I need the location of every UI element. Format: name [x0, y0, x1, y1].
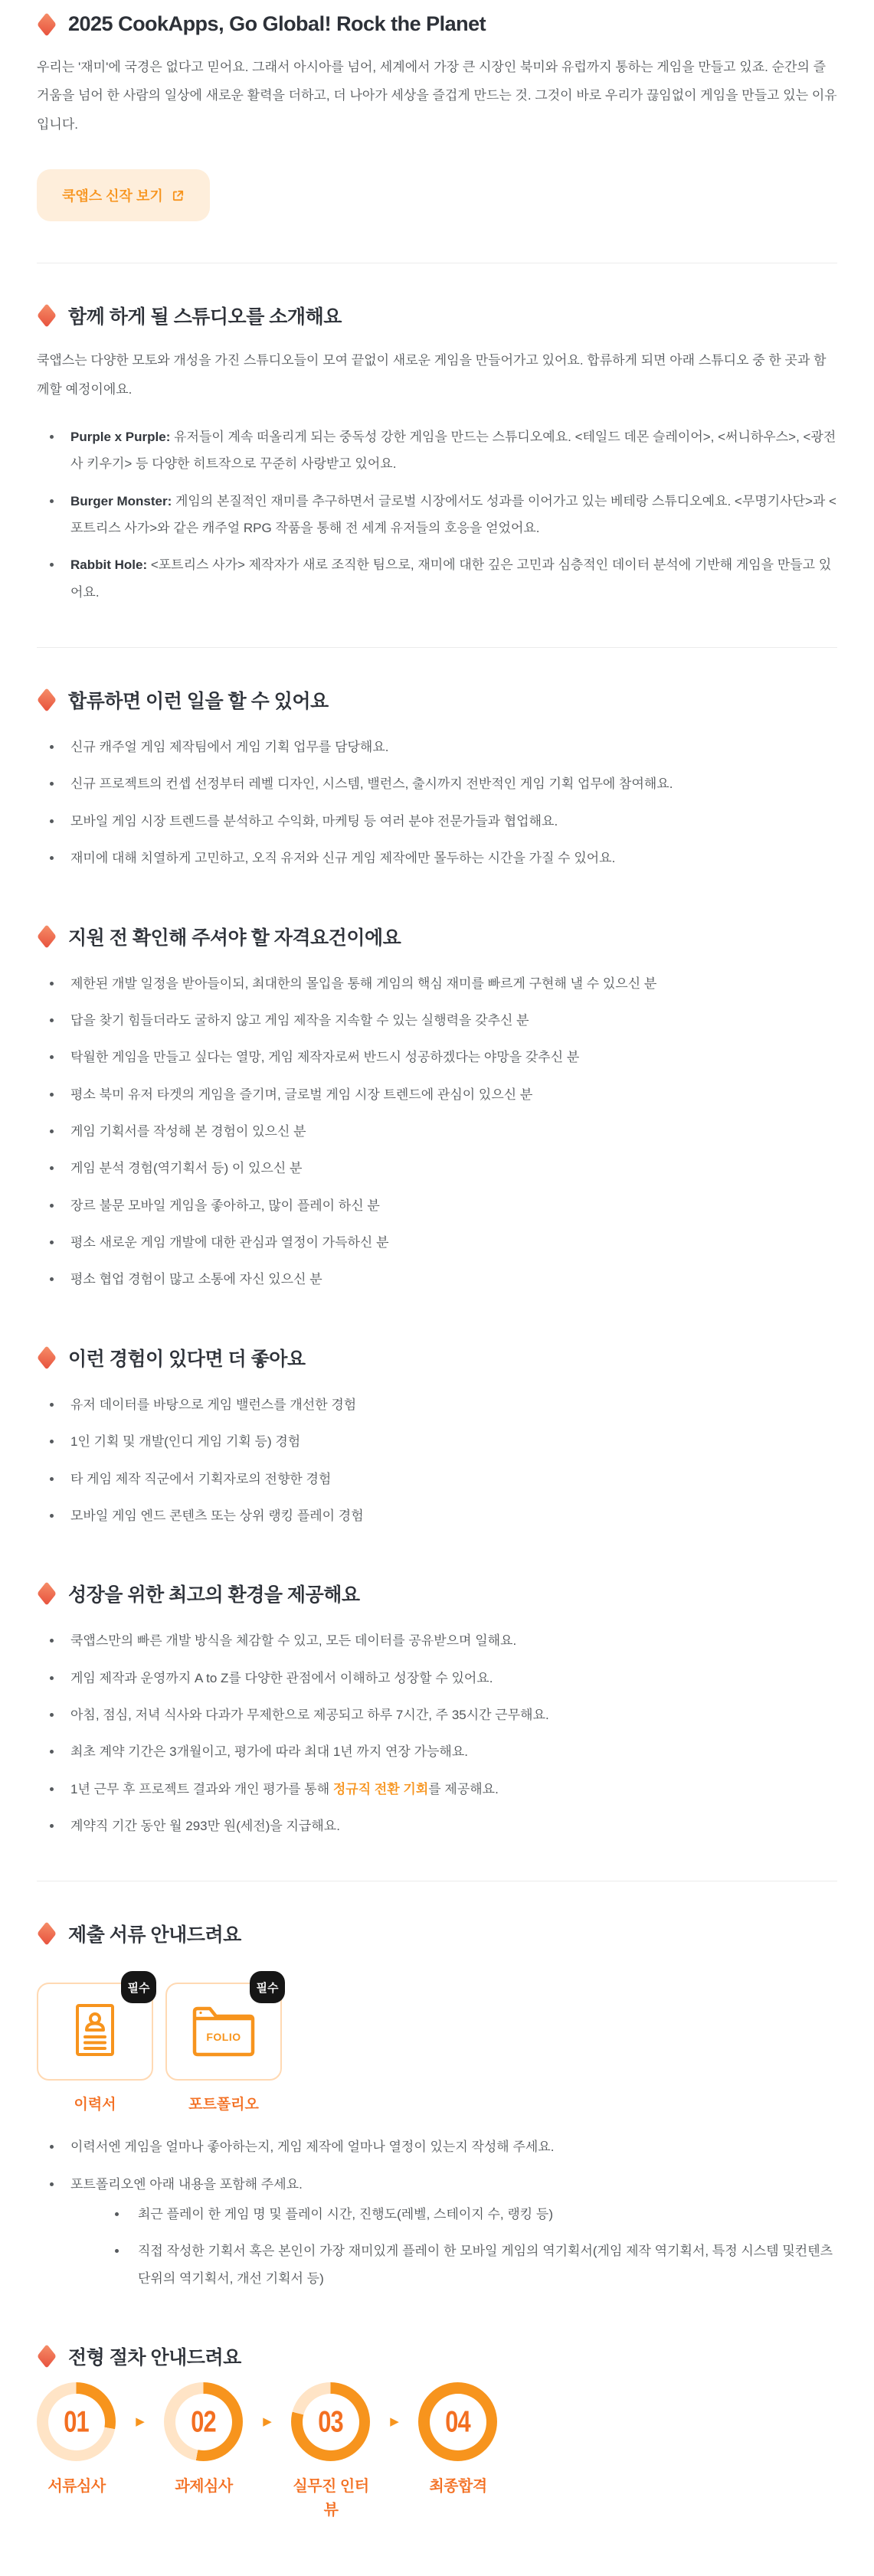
preferred-list [37, 1391, 837, 1529]
highlight-text: 정규직 전환 기회 [332, 1781, 429, 1796]
list-item: 평소 북미 유저 타겟의 게임을 즐기며, 글로벌 게임 시장 트렌드에 관심이 있으신 분 [37, 1081, 837, 1108]
list-item: Purple x Purple: 유저들이 계속 떠올리게 되는 중독성 강한 게임을 만드는 스튜디오예요. <테일드 데몬 슬레이어>, <써니하우스>, <광전사 키우기> 등 다양한 히트작으로 꾸준히 사랑받고 있어요. [37, 423, 837, 478]
section-title-qualifications: 지원 전 확인해 주셔야 할 자격요건이에요 [37, 923, 837, 950]
intro-paragraph: 우리는 '재미'에 국경은 없다고 믿어요. 그래서 아시아를 넘어, 세계에서 가장 큰 시장인 북미와 유럽까지 통하는 게임을 만들고 있죠. 순간의 즐거움을 넘어 한 사람의 일상에 새로운 활력을 더하고, 더 나아가 세상을 즐겁게 만드는 것. 그것이 바로 우리가 끊임없이 게임을 만들고 있는 이유입니다. [37, 60, 837, 132]
list-item: 평소 새로운 게임 개발에 대한 관심과 열정이 가득하신 분 [37, 1229, 837, 1256]
list-item: 신규 프로젝트의 컨셉 선정부터 레벨 디자인, 시스템, 밸런스, 출시까지 전반적인 게임 기획 업무에 참여해요. [37, 770, 837, 797]
external-link-icon [172, 189, 185, 202]
required-badge: 필수 [121, 1971, 156, 2003]
view-new-games-button[interactable] [37, 169, 210, 221]
diamond-icon [37, 2344, 56, 2368]
diamond-icon [37, 1581, 56, 1606]
list-item: 계약직 기간 동안 월 293만 원(세전)을 지급해요. [37, 1813, 837, 1839]
section-title-tasks: 합류하면 이런 일을 할 수 있어요 [37, 686, 837, 714]
section-process [37, 2342, 837, 2522]
list-item: 탁월한 게임을 만들고 싶다는 열망, 게임 제작자로써 반드시 성공하겠다는 야망을 갖추신 분 [37, 1044, 837, 1071]
required-badge: 필수 [250, 1971, 285, 2003]
section-environment [37, 1580, 837, 1839]
process-step-2: 02 과제심사 [164, 2382, 244, 2499]
document-cards [37, 1983, 837, 2081]
list-item: 게임 기획서를 작성해 본 경험이 있으신 분 [37, 1118, 837, 1145]
list-item: 평소 협업 경험이 많고 소통에 자신 있으신 분 [37, 1266, 837, 1293]
tasks-list [37, 734, 837, 871]
section-title-environment: 성장을 위한 최고의 환경을 제공해요 [37, 1580, 837, 1607]
portfolio-card [165, 1983, 282, 2081]
process-step-3: 03 실무진 인터뷰 [291, 2382, 371, 2522]
arrow-right-icon: ▶ [136, 2415, 145, 2429]
diamond-icon [37, 1345, 56, 1370]
section-studios [37, 302, 837, 606]
diamond-icon [37, 12, 56, 37]
portfolio-card-label: 포트폴리오 [188, 2097, 259, 2113]
progress-ring: 04 [418, 2382, 497, 2461]
list-item: Burger Monster: 게임의 본질적인 재미를 추구하면서 글로벌 시장에서도 성과를 이어가고 있는 베테랑 스튜디오예요. <무명기사단>과 <포트리스 사가>와 같은 캐주얼 RPG 작품을 통해 전 세계 유저들의 호응을 얻었어요. [37, 488, 837, 542]
list-item: 아침, 점심, 저녁 식사와 다과가 무제한으로 제공되고 하루 7시간, 주 35시간 근무해요. [37, 1702, 837, 1728]
list-item: 1년 근무 후 프로젝트 결과와 개인 평가를 통해 정규직 전환 기회를 제공해요. [37, 1776, 837, 1803]
list-item: 게임 분석 경험(역기획서 등) 이 있으신 분 [37, 1155, 837, 1182]
document-card-labels [37, 2093, 837, 2113]
list-item: Rabbit Hole: <포트리스 사가> 제작자가 새로 조직한 팀으로, 재미에 대한 깊은 고민과 심층적인 데이터 분석에 기반해 게임을 만들고 있어요. [37, 551, 837, 606]
diamond-icon [37, 1921, 56, 1946]
resume-icon [71, 2002, 119, 2061]
section-tasks [37, 686, 837, 871]
progress-ring: 01 [37, 2382, 116, 2461]
process-step-1: 01 서류심사 [37, 2382, 116, 2499]
section-title-documents: 제출 서류 안내드려요 [37, 1920, 837, 1947]
list-item: 게임 제작과 운영까지 A to Z를 다양한 관점에서 이해하고 성장할 수 있어요. [37, 1665, 837, 1692]
section-intro [37, 12, 837, 221]
list-item: 최초 계약 기간은 3개월이고, 평가에 따라 최대 1년 까지 연장 가능해요. [37, 1738, 837, 1765]
section-title-studios: 함께 하게 될 스튜디오를 소개해요 [37, 302, 837, 329]
document-notes-list [37, 2133, 837, 2292]
list-item: 쿡앱스만의 빠른 개발 방식을 체감할 수 있고, 모든 데이터를 공유받으며 일해요. [37, 1627, 837, 1654]
list-item: 모바일 게임 엔드 콘텐츠 또는 상위 랭킹 플레이 경험 [37, 1502, 837, 1529]
view-new-games-button-label: 쿡앱스 신작 보기 [62, 188, 163, 204]
process-step-4: 04 최종합격 [418, 2382, 498, 2499]
list-item: 신규 캐주얼 게임 제작팀에서 게임 기획 업무를 담당해요. [37, 734, 837, 760]
section-title-process: 전형 절차 안내드려요 [37, 2342, 837, 2370]
environment-list [37, 1627, 837, 1839]
progress-ring: 03 [291, 2382, 370, 2461]
portfolio-folder-icon: FOLIO [191, 2005, 256, 2058]
list-item: 1인 기획 및 개발(인디 게임 기획 등) 경험 [37, 1428, 837, 1455]
section-documents [37, 1920, 837, 2292]
process-steps [37, 2382, 837, 2522]
resume-card [37, 1983, 153, 2081]
list-item: 이력서엔 게임을 얼마나 좋아하는지, 게임 제작에 얼마나 열정이 있는지 작성해 주세요. [37, 2133, 837, 2160]
page-title-text: 2025 CookApps, Go Global! Rock the Planet [68, 12, 486, 35]
list-item: 장르 불문 모바일 게임을 좋아하고, 많이 플레이 하신 분 [37, 1192, 837, 1219]
list-item: 타 게임 제작 직군에서 기획자로의 전향한 경험 [37, 1466, 837, 1492]
list-item: 포트폴리오엔 아래 내용을 포함해 주세요. 최근 플레이 한 게임 명 및 플레이 시간, 진행도(레벨, 스테이지 수, 랭킹 등) 직접 작성한 기획서 혹은 본인이 가장 재미있게 플레이 한 모바일 게임의 역기획서(게임 제작 역기획서, 특정 시스템 및컨텐츠 단위의 역기획서, 개선 기획서 등) [37, 2171, 837, 2292]
arrow-right-icon: ▶ [263, 2415, 272, 2429]
list-item: 유저 데이터를 바탕으로 게임 밸런스를 개선한 경험 [37, 1391, 837, 1418]
page-title [37, 12, 837, 36]
section-preferred [37, 1344, 837, 1529]
arrow-right-icon: ▶ [390, 2415, 399, 2429]
list-item: 최근 플레이 한 게임 명 및 플레이 시간, 진행도(레벨, 스테이지 수, 랭킹 등) [104, 2201, 837, 2228]
qualifications-list [37, 970, 837, 1293]
section-title-preferred: 이런 경험이 있다면 더 좋아요 [37, 1344, 837, 1371]
studios-list [37, 423, 837, 606]
progress-ring: 02 [164, 2382, 243, 2461]
list-item: 직접 작성한 기획서 혹은 본인이 가장 재미있게 플레이 한 모바일 게임의 역기획서(게임 제작 역기획서, 특정 시스템 및컨텐츠 단위의 역기획서, 개선 기획서 등) [104, 2238, 837, 2292]
list-item: 답을 찾기 힘들더라도 굴하지 않고 게임 제작을 지속할 수 있는 실행력을 갖추신 분 [37, 1007, 837, 1034]
list-item: 재미에 대해 치열하게 고민하고, 오직 유저와 신규 게임 제작에만 몰두하는 시간을 가질 수 있어요. [37, 845, 837, 871]
studios-paragraph: 쿡앱스는 다양한 모토와 개성을 가진 스튜디오들이 모여 끝없이 새로운 게임을 만들어가고 있어요. 합류하게 되면 아래 스튜디오 중 한 곳과 함께할 예정이에요. [37, 353, 827, 397]
section-qualifications [37, 923, 837, 1293]
resume-card-label: 이력서 [74, 2097, 116, 2113]
list-item: 모바일 게임 시장 트렌드를 분석하고 수익화, 마케팅 등 여러 분야 전문가들과 협업해요. [37, 808, 837, 835]
portfolio-subnotes-list [104, 2201, 837, 2292]
list-item: 제한된 개발 일정을 받아들이되, 최대한의 몰입을 통해 게임의 핵심 재미를 빠르게 구현해 낼 수 있으신 분 [37, 970, 837, 997]
diamond-icon [37, 303, 56, 328]
divider [37, 647, 837, 648]
diamond-icon [37, 924, 56, 949]
diamond-icon [37, 688, 56, 712]
